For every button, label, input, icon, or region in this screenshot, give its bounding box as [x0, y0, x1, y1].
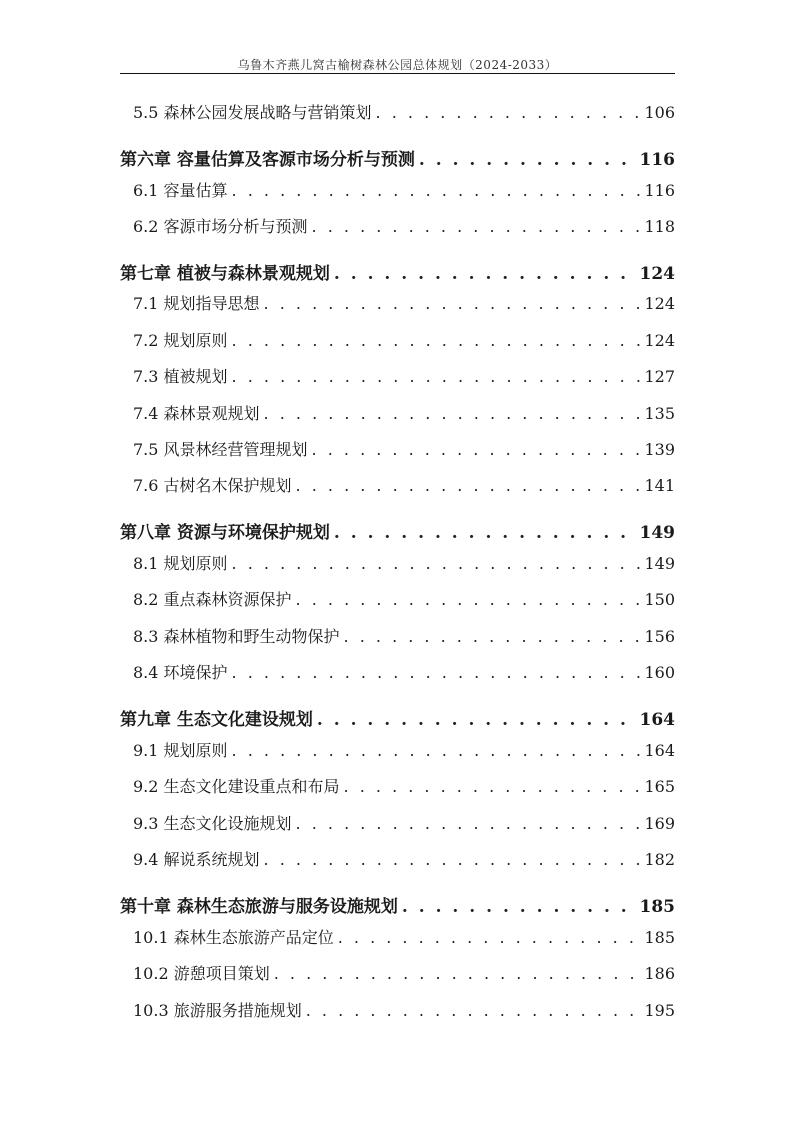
toc-section-entry: [133, 100, 675, 123]
toc-section-entry: [133, 328, 675, 351]
toc-section-entry: [133, 811, 675, 834]
dot-leader: [232, 367, 641, 386]
toc-entry-title: 10.1 森林生态旅游产品定位: [133, 928, 334, 947]
dot-leader: [232, 331, 641, 350]
toc-entry-title: 8.2 重点森林资源保护: [133, 590, 292, 609]
toc-entry-page-number: 141: [644, 476, 675, 495]
dot-leader: [376, 103, 641, 122]
dot-leader: [296, 590, 641, 609]
toc-entry-page-number: 149: [644, 554, 675, 573]
toc-entry-page-number: 164: [644, 741, 675, 760]
dot-leader: [264, 404, 641, 423]
dot-leader: [232, 663, 641, 682]
dot-leader: [402, 897, 636, 917]
toc-entry-title: 7.4 森林景观规划: [133, 404, 260, 423]
dot-leader: [296, 476, 641, 495]
toc-section-entry: [133, 961, 675, 984]
toc-entry-page-number: 149: [639, 523, 675, 543]
dot-leader: [232, 181, 641, 200]
toc-section-entry: [133, 587, 675, 610]
toc-chapter-entry: [120, 892, 675, 917]
toc-entry-page-number: 118: [644, 217, 675, 236]
toc-entry-title: 7.2 规划原则: [133, 331, 228, 350]
toc-entry-page-number: 185: [644, 928, 675, 947]
dot-leader: [419, 150, 636, 170]
toc-entry-page-number: 116: [644, 181, 675, 200]
toc-entry-page-number: 116: [639, 150, 675, 170]
toc-entry-title: 10.3 旅游服务措施规划: [133, 1001, 302, 1020]
toc-entry-page-number: 164: [639, 710, 675, 730]
toc-entry-title: 7.1 规划指导思想: [133, 294, 260, 313]
toc-entry-page-number: 127: [644, 367, 675, 386]
toc-section-entry: [133, 660, 675, 683]
toc-section-entry: [133, 291, 675, 314]
dot-leader: [264, 294, 641, 313]
toc-entry-title: 9.4 解说系统规划: [133, 850, 260, 869]
toc-entry-title: 10.2 游憩项目策划: [133, 964, 270, 983]
dot-leader: [338, 928, 641, 947]
toc-entry-page-number: 185: [639, 897, 675, 917]
toc-section-entry: [133, 925, 675, 948]
toc-chapter-entry: [120, 705, 675, 730]
toc-entry-title: 第七章 植被与森林景观规划: [120, 264, 330, 284]
toc-entry-page-number: 150: [644, 590, 675, 609]
dot-leader: [312, 440, 641, 459]
toc-entry-page-number: 124: [644, 331, 675, 350]
toc-entry-title: 9.2 生态文化建设重点和布局: [133, 777, 340, 796]
dot-leader: [344, 777, 641, 796]
dot-leader: [274, 964, 641, 983]
dot-leader: [264, 850, 641, 869]
dot-leader: [317, 710, 636, 730]
toc-section-entry: [133, 551, 675, 574]
toc-entry-page-number: 182: [644, 850, 675, 869]
toc-section-entry: [133, 738, 675, 761]
toc-entry-title: 7.5 风景林经营管理规划: [133, 440, 308, 459]
toc-section-entry: [133, 401, 675, 424]
toc-entry-page-number: 186: [644, 964, 675, 983]
dot-leader: [232, 554, 641, 573]
toc-entry-title: 第八章 资源与环境保护规划: [120, 523, 330, 543]
toc-chapter-entry: [120, 518, 675, 543]
dot-leader: [344, 627, 641, 646]
toc-entry-page-number: 169: [644, 814, 675, 833]
dot-leader: [334, 523, 636, 543]
toc-chapter-entry: [120, 259, 675, 284]
toc-entry-title: 7.6 古树名木保护规划: [133, 476, 292, 495]
toc-entry-page-number: 124: [639, 264, 675, 284]
dot-leader: [312, 217, 641, 236]
toc-entry-title: 第六章 容量估算及客源市场分析与预测: [120, 150, 415, 170]
toc-section-entry: [133, 214, 675, 237]
dot-leader: [306, 1001, 641, 1020]
toc-entry-page-number: 165: [644, 777, 675, 796]
toc-entry-title: 6.2 客源市场分析与预测: [133, 217, 308, 236]
toc-entry-title: 7.3 植被规划: [133, 367, 228, 386]
dot-leader: [232, 741, 641, 760]
toc-entry-page-number: 195: [644, 1001, 675, 1020]
toc-section-entry: [133, 998, 675, 1021]
toc-section-entry: [133, 624, 675, 647]
page-header: 乌鲁木齐燕儿窝古榆树森林公园总体规划（2024-2033）: [237, 58, 558, 72]
toc-entry-page-number: 135: [644, 404, 675, 423]
toc-section-entry: [133, 473, 675, 496]
toc-entry-page-number: 106: [644, 103, 675, 122]
toc-entry-page-number: 160: [644, 663, 675, 682]
toc-entry-title: 5.5 森林公园发展战略与营销策划: [133, 103, 372, 122]
dot-leader: [334, 264, 636, 284]
toc-entry-title: 8.3 森林植物和野生动物保护: [133, 627, 340, 646]
dot-leader: [296, 814, 641, 833]
toc-chapter-entry: [120, 145, 675, 170]
toc-entry-page-number: 156: [644, 627, 675, 646]
toc-entry-title: 第九章 生态文化建设规划: [120, 710, 313, 730]
toc-entry-title: 6.1 容量估算: [133, 181, 228, 200]
toc-section-entry: [133, 364, 675, 387]
toc-entry-title: 9.1 规划原则: [133, 741, 228, 760]
toc-section-entry: [133, 847, 675, 870]
toc-section-entry: [133, 774, 675, 797]
toc-entry-title: 第十章 森林生态旅游与服务设施规划: [120, 897, 398, 917]
toc-section-entry: [133, 178, 675, 201]
toc-entry-page-number: 124: [644, 294, 675, 313]
toc-entry-title: 8.4 环境保护: [133, 663, 228, 682]
toc-section-entry: [133, 437, 675, 460]
toc-entry-title: 8.1 规划原则: [133, 554, 228, 573]
toc-entry-title: 9.3 生态文化设施规划: [133, 814, 292, 833]
toc-entry-page-number: 139: [644, 440, 675, 459]
